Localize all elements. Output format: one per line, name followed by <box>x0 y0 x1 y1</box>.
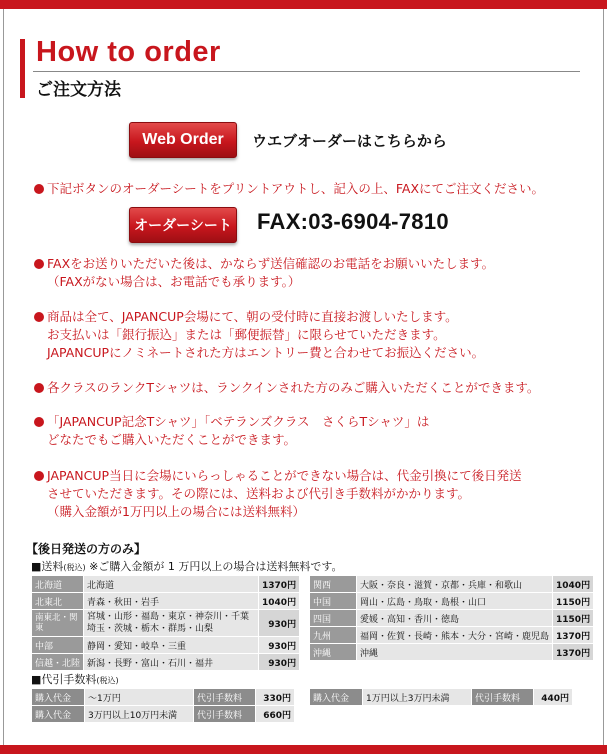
bullet-dot-icon <box>34 184 44 194</box>
bullet-text: （購入金額が1万円以上の場合には送料無料） <box>47 504 305 519</box>
purchase-amount-label: 購入代金 <box>310 689 363 706</box>
shipping-table-right <box>309 575 594 661</box>
bullet-text: JAPANCUPにノミネートされた方はエントリー費と合わせてお振込ください。 <box>47 345 485 360</box>
tax-note: (税込) <box>96 676 119 685</box>
prefectures-cell: 青森・秋田・岩手 <box>84 593 259 610</box>
price-cell: 1370円 <box>553 644 594 661</box>
amount-range-cell: 〜1万円 <box>85 689 194 706</box>
prefectures-cell: 大阪・奈良・滋賀・京都・兵庫・和歌山 <box>357 576 553 593</box>
bottom-accent-bar <box>0 745 607 754</box>
bullet-fax-confirm <box>34 255 494 291</box>
shipping-section-title: 【後日発送の方のみ】 <box>26 542 147 556</box>
purchase-amount-label: 購入代金 <box>32 706 85 723</box>
price-cell: 1150円 <box>553 610 594 627</box>
bullet-text: 商品は全て、JAPANCUP会場にて、朝の受付時に直接お渡しいたします。 <box>47 309 458 324</box>
bullet-text: FAXをお送りいただいた後は、かならず送信確認のお電話をお願いいたします。 <box>47 256 495 271</box>
table-row <box>310 689 573 706</box>
prefectures-cell: 静岡・愛知・岐阜・三重 <box>84 637 259 654</box>
table-row <box>32 610 300 637</box>
price-cell: 1150円 <box>553 593 594 610</box>
prefectures-cell: 愛媛・高知・香川・徳島 <box>357 610 553 627</box>
bullet-delivery <box>34 308 484 362</box>
prefectures-cell: 新潟・長野・富山・石川・福井 <box>84 654 259 671</box>
prefectures-cell: 沖縄 <box>357 644 553 661</box>
bullet-commemorative-tshirt <box>34 413 429 449</box>
region-cell: 四国 <box>310 610 357 627</box>
table-row <box>310 627 594 644</box>
cod-fee-label-text: ■代引手数料 <box>31 673 97 686</box>
cod-fee-cell: 660円 <box>256 706 295 723</box>
region-cell: 信越・北陸 <box>32 654 84 671</box>
table-row <box>32 706 295 723</box>
order-sheet-button[interactable]: オーダーシート <box>129 207 237 243</box>
web-order-text: ウエブオーダーはこちらから <box>252 132 447 150</box>
region-cell: 北東北 <box>32 593 84 610</box>
region-cell: 中部 <box>32 637 84 654</box>
cod-fee-label <box>31 671 119 687</box>
price-cell: 1370円 <box>259 576 300 593</box>
price-cell: 930円 <box>259 610 300 637</box>
prefectures-cell: 宮城・山形・福島・東京・神奈川・千葉 埼玉・茨城・栃木・群馬・山梨 <box>84 610 259 637</box>
table-row <box>310 610 594 627</box>
top-accent-bar <box>0 0 607 9</box>
table-row <box>32 576 300 593</box>
region-cell: 九州 <box>310 627 357 644</box>
table-row <box>310 644 594 661</box>
amount-range-cell: 1万円以上3万円未満 <box>363 689 472 706</box>
bullet-text: どなたでもご購入いただくことができます。 <box>47 432 297 447</box>
page-subtitle: ご注文方法 <box>36 80 121 100</box>
price-cell: 930円 <box>259 637 300 654</box>
title-divider <box>33 71 580 72</box>
cod-fee-cell: 330円 <box>256 689 295 706</box>
bullet-dot-icon <box>34 471 44 481</box>
region-cell: 北海道 <box>32 576 84 593</box>
cod-fee-header: 代引手数料 <box>194 706 256 723</box>
web-order-button[interactable]: Web Order <box>129 122 237 158</box>
prefectures-cell: 福岡・佐賀・長崎・熊本・大分・宮崎・鹿児島 <box>357 627 553 644</box>
bullet-dot-icon <box>34 383 44 393</box>
table-row <box>32 689 295 706</box>
table-row <box>310 593 594 610</box>
cod-fee-table-right <box>309 688 573 706</box>
bullet-text: させていただきます。その際には、送料および代引き手数料がかかります。 <box>47 486 471 501</box>
shipping-label <box>31 558 342 574</box>
cod-fee-cell: 440円 <box>534 689 573 706</box>
bullet-text: （FAXがない場合は、お電話でも承ります。） <box>47 274 301 289</box>
page-title: How to order <box>36 36 221 68</box>
shipping-label-text: ■送料 <box>31 560 64 573</box>
prefectures-cell: 北海道 <box>84 576 259 593</box>
bullet-dot-icon <box>34 312 44 322</box>
bullet-text: 下記ボタンのオーダーシートをプリントアウトし、記入の上、FAXにてご注文ください。 <box>47 181 545 196</box>
bullet-rank-tshirt <box>34 379 539 397</box>
bullet-text: 各クラスのランクTシャツは、ランクインされた方のみご購入いただくことができます。 <box>47 380 540 395</box>
fax-number: FAX:03-6904-7810 <box>257 209 449 234</box>
bullet-dot-icon <box>34 417 44 427</box>
bullet-text: JAPANCUP当日に会場にいらっしゃることができない場合は、代金引換にて後日発送 <box>47 468 522 483</box>
region-cell: 沖縄 <box>310 644 357 661</box>
region-cell: 中国 <box>310 593 357 610</box>
price-cell: 1370円 <box>553 627 594 644</box>
table-row <box>32 654 300 671</box>
bullet-cod-shipping <box>34 467 522 521</box>
bullet-text: 「JAPANCUP記念Tシャツ」「ベテランズクラス さくらTシャツ」は <box>47 414 430 429</box>
table-row <box>32 637 300 654</box>
table-row <box>32 593 300 610</box>
price-cell: 1040円 <box>553 576 594 593</box>
bullet-text: お支払いは「銀行振込」または「郵便振替」に限らせていただきます。 <box>47 327 446 342</box>
amount-range-cell: 3万円以上10万円未満 <box>85 706 194 723</box>
purchase-amount-label: 購入代金 <box>32 689 85 706</box>
tax-note: (税込) <box>63 563 86 572</box>
title-accent-bar <box>20 39 25 98</box>
cod-fee-header: 代引手数料 <box>194 689 256 706</box>
cod-fee-table-left <box>31 688 295 723</box>
table-row <box>310 576 594 593</box>
cod-fee-header: 代引手数料 <box>472 689 534 706</box>
bullet-dot-icon <box>34 259 44 269</box>
region-cell: 関西 <box>310 576 357 593</box>
shipping-note: ※ご購入金額が 1 万円以上の場合は送料無料です。 <box>89 560 343 573</box>
prefectures-cell: 岡山・広島・鳥取・島根・山口 <box>357 593 553 610</box>
price-cell: 1040円 <box>259 593 300 610</box>
bullet-print-order <box>34 180 544 198</box>
shipping-table-left <box>31 575 300 671</box>
price-cell: 930円 <box>259 654 300 671</box>
region-cell: 南東北・関東 <box>32 610 84 637</box>
